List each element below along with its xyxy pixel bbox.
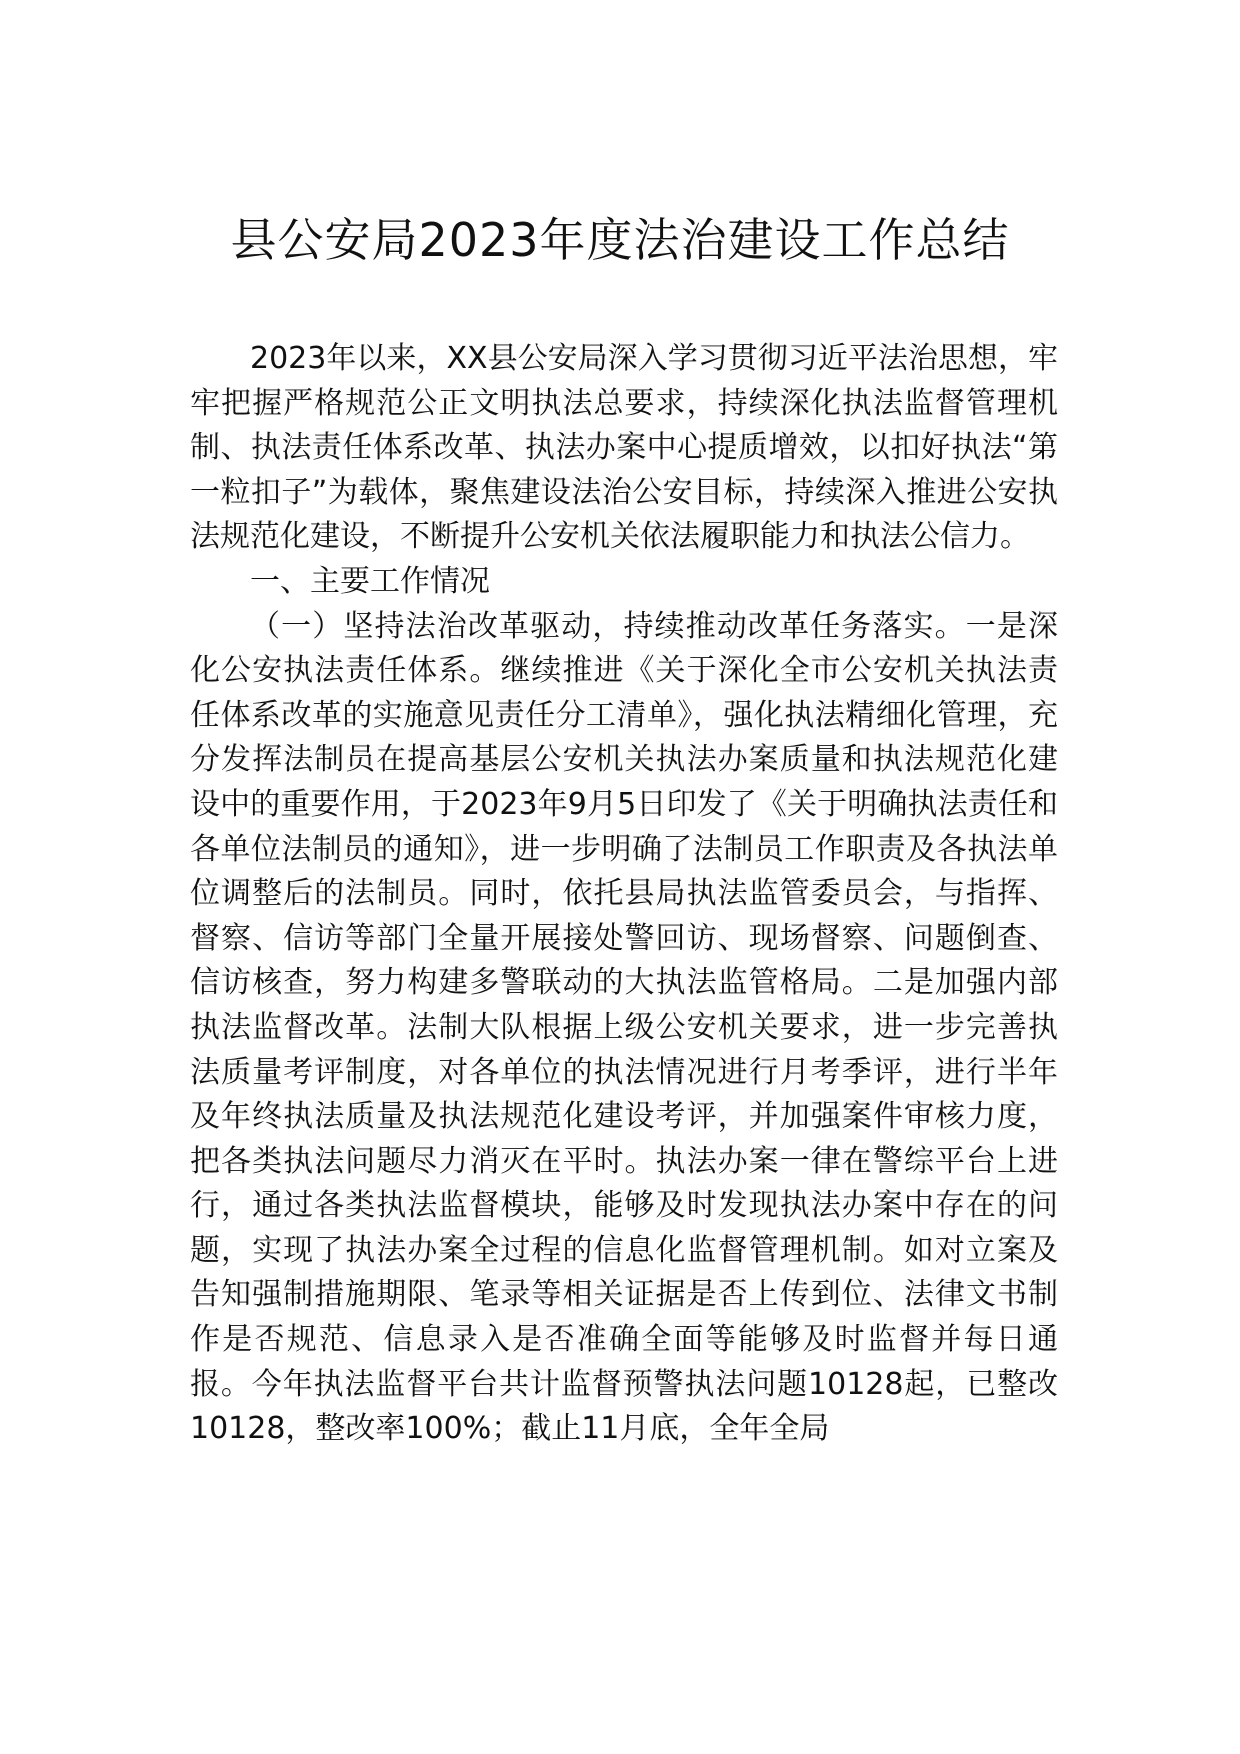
body-paragraph: （一）坚持法治改革驱动，持续推动改革任务落实。一是深化公安执法责任体系。继续推进《关于深化全市公安机关执法责任体系改革的实施意见责任分工清单》，强化执法精细化管理，充分发挥法制员在提高基层公安机关执法办案质量和执法规范化建设中的重要作用，于2023年9月5日印发了《关于明确执法责任和各单位法制员的通知》，进一步明确了法制员工作职责及各执法单位调整后的法制员。同时，依托县局执法监管委员会，与指挥、督察、信访等部门全量开展接处警回访、现场督察、问题倒查、信访核查，努力构建多警联动的大执法监管格局。二是加强内部执法监督改革。法制大队根据上级公安机关要求，进一步完善执法质量考评制度，对各单位的执法情况进行月考季评，进行半年及年终执法质量及执法规范化建设考评，并加强案件审核力度，把各类执法问题尽力消灭在平时。执法办案一律在警综平台上进行，通过各类执法监督模块，能够及时发现执法办案中存在的问题，实现了执法办案全过程的信息化监督管理机制。如对立案及告知强制措施期限、笔录等相关证据是否上传到位、法律文书制作是否规范、信息录入是否准确全面等能够及时监督并每日通报。今年执法监督平台共计监督预警执法问题10128起，已整改10128，整改率100%；截止11月底，全年全局: [190, 608, 1058, 1447]
intro-paragraph: 2023年以来，XX县公安局深入学习贯彻习近平法治思想，牢牢把握严格规范公正文明执法总要求，持续深化执法监督管理机制、执法责任体系改革、执法办案中心提质增效，以扣好执法“第一粒扣子”为载体，聚焦建设法治公安目标，持续深入推进公安执法规范化建设，不断提升公安机关依法履职能力和执法公信力。: [190, 341, 1058, 555]
document-body: [190, 337, 1058, 1452]
section-heading: 一、主要工作情况: [250, 563, 490, 599]
document-title: 县公安局2023年度法治建设工作总结: [230, 213, 1010, 267]
